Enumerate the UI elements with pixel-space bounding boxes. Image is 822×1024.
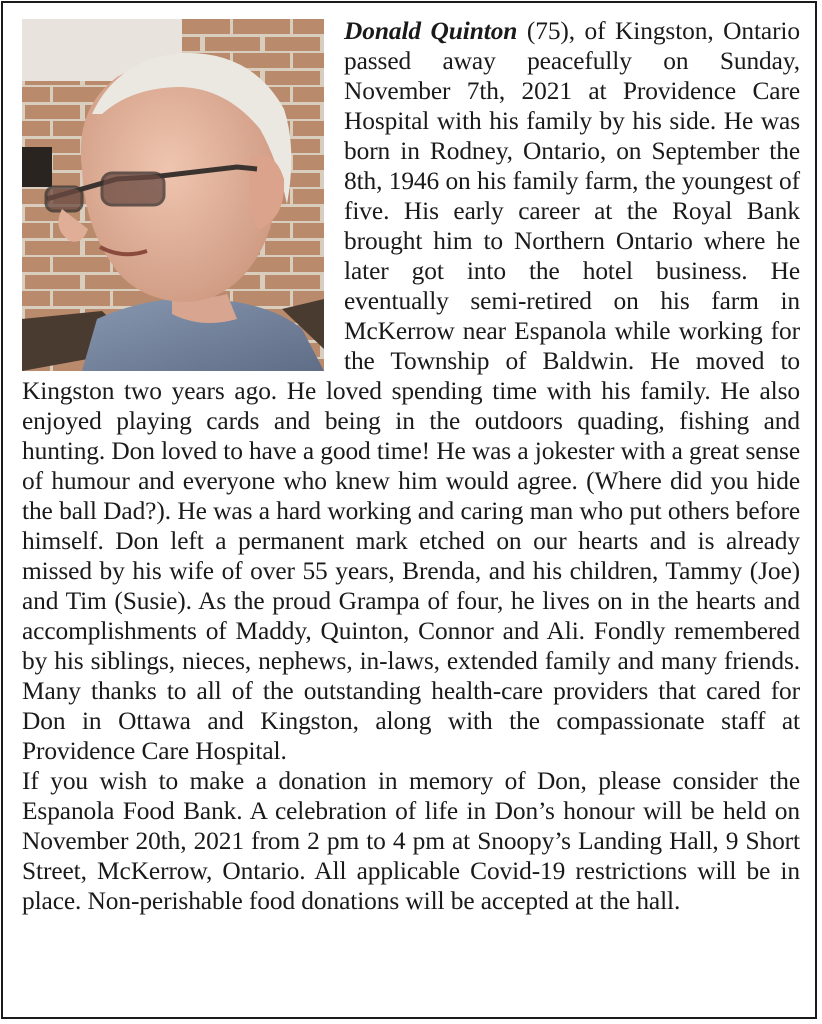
deceased-name: Donald Quinton: [344, 17, 518, 45]
portrait-illustration: [22, 19, 324, 371]
portrait-photo: [22, 19, 324, 371]
obituary-body: [22, 16, 800, 916]
paragraph-1-body: (75), of Kingston, Ontario passed away peacefully on Sunday, November 7th, 2021 at Providence Care Hospital with his family by his side. He was born in Rodney, Ontario, on September the 8th, 1946 on his family farm, the youngest of five. His early career at the Royal Bank brought him to Northern Ontario where he later got into the hotel business. He eventually semi-retired on his farm in McKerrow near Espanola while working for the Township of Baldwin. He moved to Kingston two years ago. He loved spending time with his family. He also enjoyed playing cards and being in the outdoors quading, fishing and hunting. Don loved to have a good time! He was a jokester with a great sense of humour and everyone who knew him would agree. (Where did you hide the ball Dad?). He was a hard working and caring man who put others before himself. Don left a permanent mark etched on our hearts and is already missed by his wife of over 55 years, Brenda, and his children, Tammy (Joe) and Tim (Susie). As the proud Grampa of four, he lives on in the hearts and accomplishments of Maddy, Quinton, Connor and Ali. Fondly remembered by his siblings, nieces, nephews, in-laws, extended family and many friends. Many thanks to all of the outstanding health-care providers that cared for Don in Ottawa and Kingston, along with the compassionate staff at Providence Care Hospital.: [22, 17, 800, 765]
paragraph-2: If you wish to make a donation in memory of Don, please consider the Espanola Food Bank. A celebration of life in Don’s honour will be held on November 20th, 2021 from 2 pm to 4 pm at Snoopy’s Landing Hall, 9 Short Street, McKerrow, Ontario. All applicable Covid-19 restrictions will be in place. Non-perishable food donations will be accepted at the hall.: [22, 767, 800, 915]
